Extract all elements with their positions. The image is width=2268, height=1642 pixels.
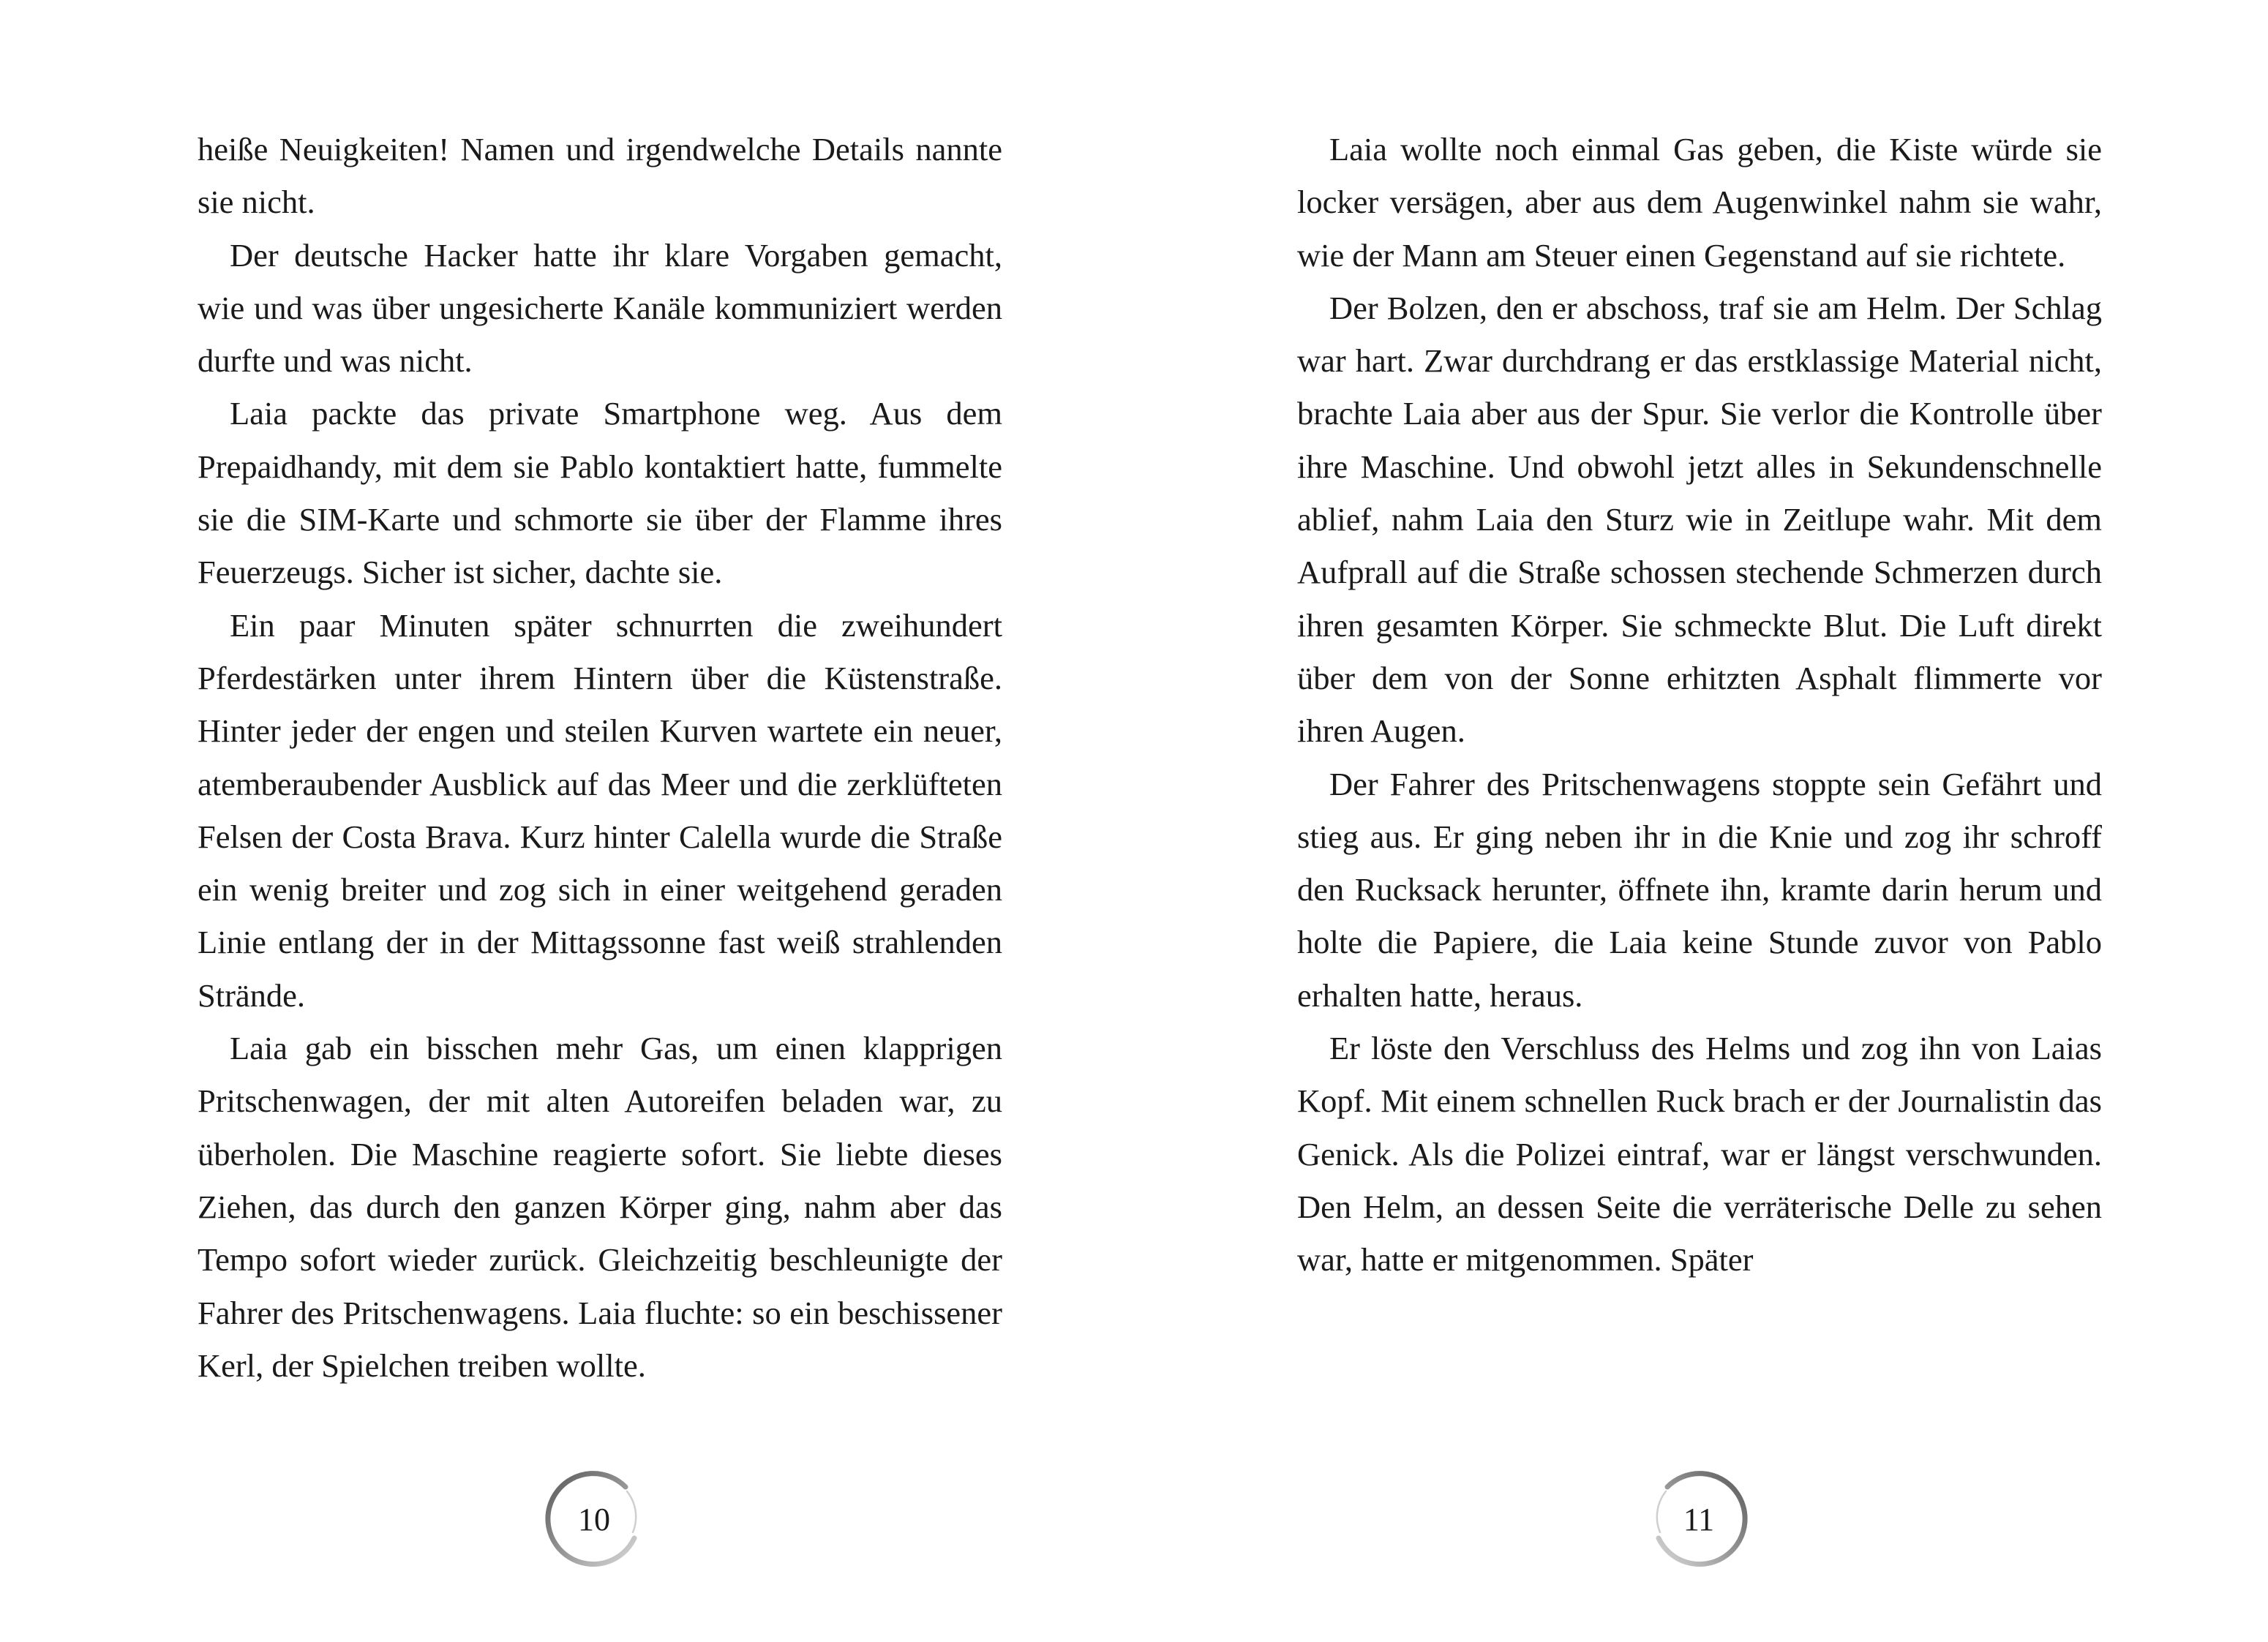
paragraph: Der Fahrer des Pritschenwagens stoppte sein Gefährt und stieg aus. Er ging neben ihr in die Knie und zog ihr schroff den Rucksack herunter, öffnete ihn, kramte darin herum und holte die Papiere, die Laia keine Stunde zuvor von Pablo erhalten hatte, heraus.	[1297, 765, 2102, 1014]
paragraph: Er löste den Verschluss des Helms und zog ihn von Laias Kopf. Mit einem schnellen Ruck brach er der Journalistin das Genick. Als die Polizei eintraf, war er längst verschwunden. Den Helm, an dessen Seite die verräterische Delle zu sehen war, hatte er mitgenommen. Später	[1297, 1030, 2102, 1278]
paragraph: heiße Neuigkeiten! Namen und irgendwelche Details nannte sie nicht.	[198, 131, 1002, 221]
left-page-text	[198, 123, 1002, 1392]
right-page	[1134, 0, 2268, 1642]
paragraph: Laia packte das private Smartphone weg. Aus dem Prepaidhandy, mit dem sie Pablo kontaktiert hatte, fummelte sie die SIM-Karte und schmorte sie über der Flamme ihres Feuerzeugs. Sicher ist sicher, dachte sie.	[198, 395, 1002, 591]
paragraph: Laia wollte noch einmal Gas geben, die Kiste würde sie locker versägen, aber aus dem Augenwinkel nahm sie wahr, wie der Mann am Steuer einen Gegenstand auf sie richtete.	[1297, 131, 2102, 274]
page-number-badge	[1644, 1465, 1754, 1575]
paragraph: Der Bolzen, den er abschoss, traf sie am Helm. Der Schlag war hart. Zwar durchdrang er das erstklassige Material nicht, brachte Laia aber aus der Spur. Sie verlor die Kontrolle über ihre Maschine. Und obwohl jetzt alles in Sekundenschnelle ablief, nahm Laia den Sturz wie in Zeitlupe wahr. Mit dem Aufprall auf die Straße schossen stechende Schmerzen durch ihren gesamten Körper. Sie schmeckte Blut. Die Luft direkt über dem von der Sonne erhitzten Asphalt flimmerte vor ihren Augen.	[1297, 289, 2102, 750]
right-page-text	[1297, 123, 2102, 1287]
page-number: 10	[578, 1502, 610, 1537]
paragraph: Ein paar Minuten später schnurrten die zweihundert Pferdestärken unter ihrem Hintern über die Küstenstraße. Hinter jeder der engen und steilen Kurven wartete ein neuer, atemberaubender Ausblick auf das Meer und die zerklüfteten Felsen der Costa Brava. Kurz hinter Calella wurde die Straße ein wenig breiter und zog sich in einer weitgehend geraden Linie entlang der in der Mittagssonne fast weiß strahlenden Strände.	[198, 606, 1002, 1014]
paragraph: Laia gab ein bisschen mehr Gas, um einen klapprigen Pritschenwagen, der mit alten Autoreifen beladen war, zu überholen. Die Maschine reagierte sofort. Sie liebte dieses Ziehen, das durch den ganzen Körper ging, nahm aber das Tempo sofort wieder zurück. Gleichzeitig beschleunigte der Fahrer des Pritschenwagens. Laia fluchte: so ein beschissener Kerl, der Spielchen treiben wollte.	[198, 1030, 1002, 1384]
page-number: 11	[1683, 1502, 1715, 1537]
page-number-badge	[539, 1465, 649, 1575]
paragraph: Der deutsche Hacker hatte ihr klare Vorgaben gemacht, wie und was über ungesicherte Kanäle kommuniziert werden durfte und was nicht.	[198, 236, 1002, 380]
